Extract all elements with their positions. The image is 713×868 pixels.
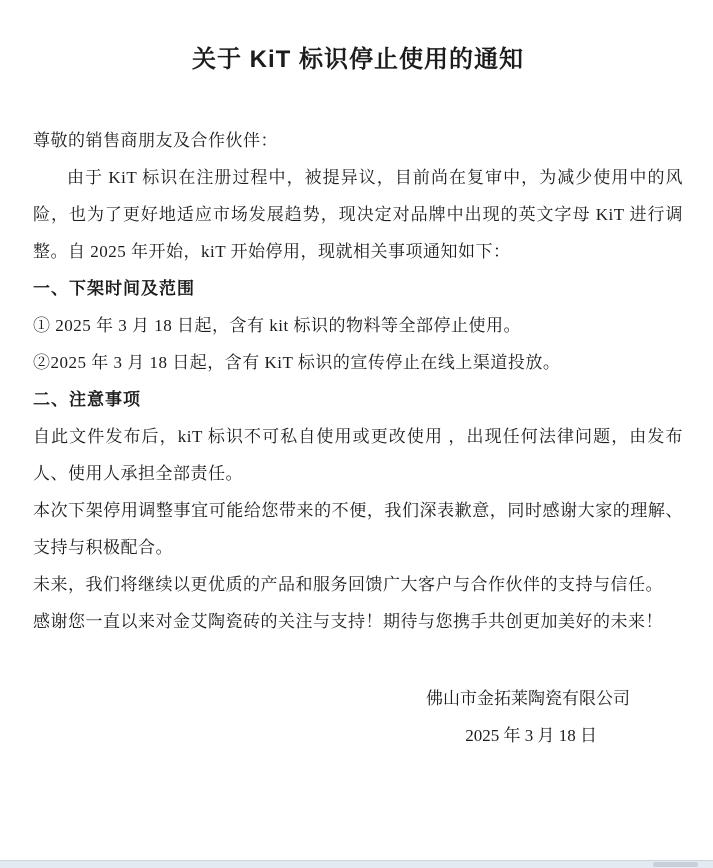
section1-heading: 一、下架时间及范围 [33,279,195,298]
document-title: 关于 KiT 标识停止使用的通知 [192,46,524,73]
section2-paragraph-3: 未来，我们将继续以更优质的产品和服务回馈广大客户与合作伙伴的支持与信任。 [33,575,663,594]
company-name: 佛山市金拓莱陶瓷有限公司 [426,689,630,708]
section2-paragraph-2: 本次下架停用调整事宜可能给您带来的不便，我们深表歉意，同时感谢大家的理解、支持与积极配合。 [33,501,683,557]
scrollbar-thumb[interactable] [653,862,698,867]
intro-paragraph: 由于 KiT 标识在注册过程中，被提异议，目前尚在复审中，为减少使用中的风险，也为了更好地适应市场发展趋势，现决定对品牌中出现的英文字母 KiT 进行调整。自 2025 年开始，kiT 开始停用，现就相关事项通知如下： [33,168,683,261]
signature-date: 2025 年 3 月 18 日 [465,726,597,745]
salutation: 尊敬的销售商朋友及合作伙伴： [33,131,278,150]
closing-paragraph: 感谢您一直以来对金艾陶瓷砖的关注与支持！期待与您携手共创更加美好的未来！ [33,612,663,631]
document-body [33,122,683,640]
section1-item-1: ① 2025 年 3 月 18 日起，含有 kit 标识的物料等全部停止使用。 [33,316,521,335]
notice-page [0,44,713,754]
horizontal-scrollbar[interactable] [0,860,713,868]
section2-paragraph-1: 自此文件发布后，kiT 标识不可私自使用或更改使用 ，出现任何法律问题，由发布人、使用人承担全部责任。 [33,427,683,483]
section1-item-2: ②2025 年 3 月 18 日起，含有 KiT 标识的宣传停止在线上渠道投放。 [33,353,561,372]
signature-block [33,680,683,754]
section2-heading: 二、注意事项 [33,390,141,409]
